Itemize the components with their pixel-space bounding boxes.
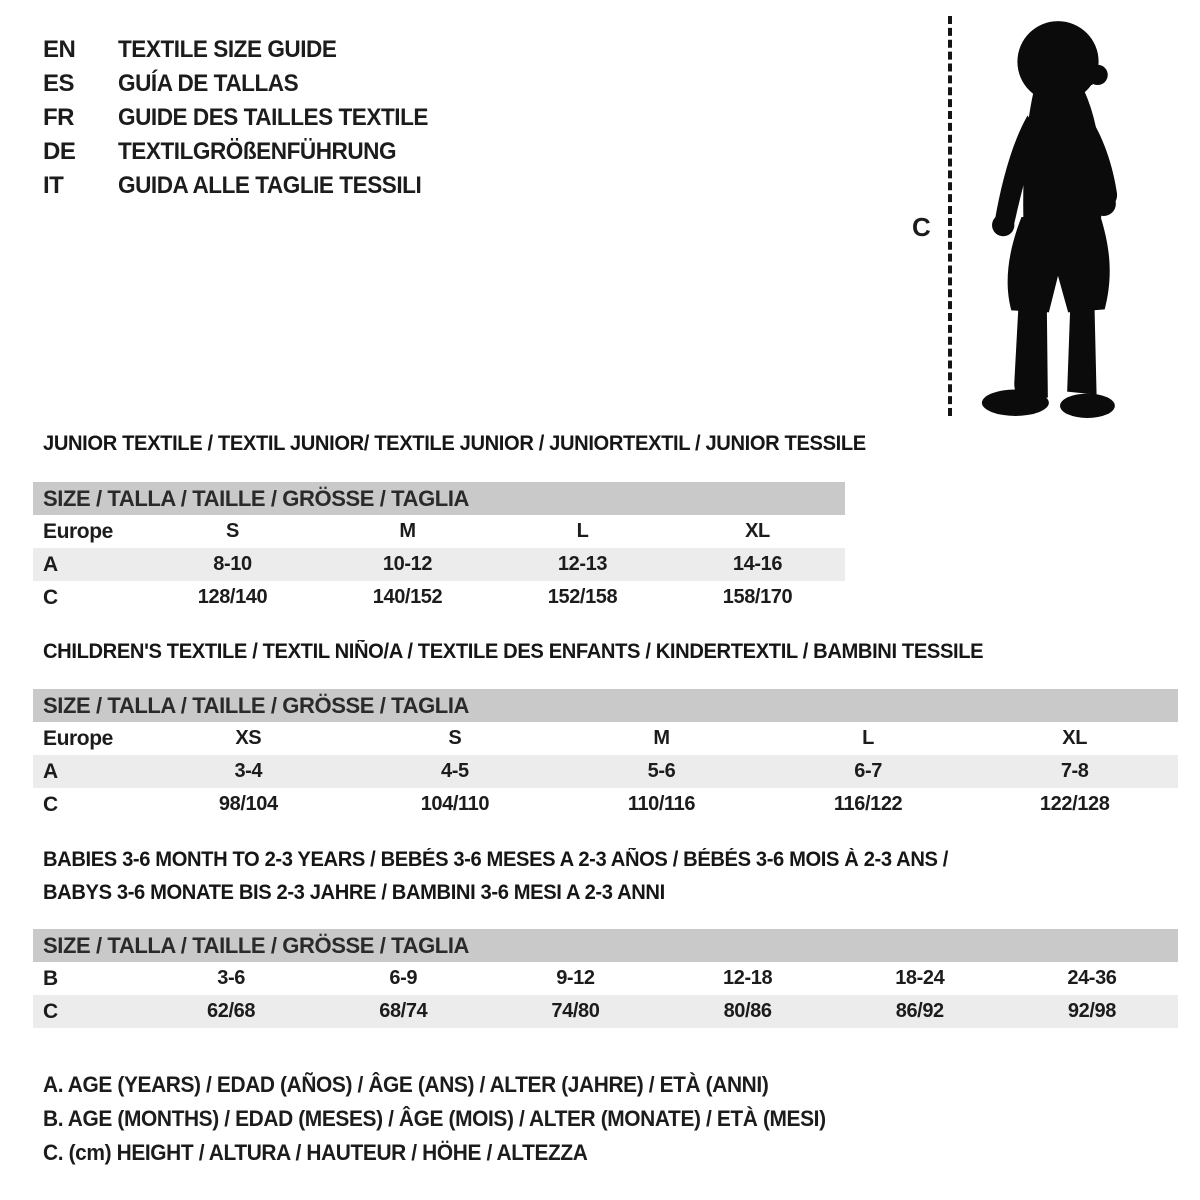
size-cell: 74/80: [551, 1000, 600, 1022]
language-code: IT: [43, 172, 64, 199]
guide-title-it: GUIDA ALLE TAGLIE TESSILI: [118, 172, 422, 199]
size-cell: XL: [745, 520, 770, 542]
row-label: C: [43, 585, 58, 609]
row-label: Europe: [43, 726, 113, 750]
size-cell: 6-7: [854, 760, 882, 782]
size-cell: 10-12: [382, 553, 433, 575]
size-cell: 86/92: [895, 1000, 944, 1022]
babies-size-table: [33, 929, 1178, 1028]
size-cell: S: [226, 520, 239, 542]
size-cell: 12-13: [557, 553, 608, 575]
size-cell: 24-36: [1067, 967, 1117, 989]
size-cell: 5-6: [647, 760, 676, 782]
babies-section-title-line2: BABYS 3-6 MONATE BIS 2-3 JAHRE / BAMBINI 3-6 MESI A 2-3 ANNI: [43, 881, 665, 904]
table-header-size: SIZE / TALLA / TAILLE / GRÖSSE / TAGLIA: [33, 689, 1178, 722]
table-header-size: SIZE / TALLA / TAILLE / GRÖSSE / TAGLIA: [33, 929, 1178, 962]
size-cell: 3-4: [234, 760, 263, 782]
babies-section-title-line1: BABIES 3-6 MONTH TO 2-3 YEARS / BEBÉS 3-6 MESES A 2-3 AÑOS / BÉBÉS 3-6 MOIS À 2-3 ANS /: [43, 848, 949, 871]
height-measure-dashed-line: [948, 16, 952, 416]
size-cell: 4-5: [441, 760, 469, 782]
children-section-title: CHILDREN'S TEXTILE / TEXTIL NIÑO/A / TEXTILE DES ENFANTS / KINDERTEXTIL / BAMBINI TESSILE: [43, 640, 984, 663]
row-label: C: [43, 792, 58, 816]
guide-title-de: TEXTILGRÖßENFÜHRUNG: [118, 138, 397, 165]
table-row-europe: [33, 515, 845, 548]
size-cell: 110/116: [627, 793, 696, 815]
language-code: EN: [43, 36, 76, 63]
size-cell: 9-12: [556, 967, 595, 989]
table-row-c: [33, 995, 1178, 1028]
legend-line-b: B. AGE (MONTHS) / EDAD (MESES) / ÂGE (MOIS) / ALTER (MONATE) / ETÀ (MESI): [43, 1106, 826, 1131]
language-code: ES: [43, 70, 75, 97]
size-cell: 14-16: [732, 553, 783, 575]
legend: [43, 1068, 867, 1170]
junior-section-title: JUNIOR TEXTILE / TEXTIL JUNIOR/ TEXTILE JUNIOR / JUNIORTEXTIL / JUNIOR TESSILE: [43, 432, 866, 455]
language-row-de: [43, 135, 448, 169]
size-cell: 98/104: [218, 793, 278, 815]
size-cell: 12-18: [723, 967, 773, 989]
size-cell: L: [862, 727, 874, 749]
row-label: A: [43, 552, 58, 576]
language-title-list: [43, 33, 448, 203]
table-row-a: [33, 548, 845, 581]
size-cell: 152/158: [547, 586, 618, 608]
size-cell: 18-24: [895, 967, 945, 989]
children-size-table: [33, 689, 1178, 821]
row-label: Europe: [43, 519, 113, 543]
language-row-it: [43, 169, 448, 203]
language-row-es: [43, 67, 448, 101]
table-row-c: [33, 788, 1178, 821]
figure-label-c: C: [912, 212, 931, 242]
size-cell: 116/122: [833, 793, 903, 815]
guide-title-en: TEXTILE SIZE GUIDE: [118, 36, 337, 63]
size-cell: S: [448, 727, 462, 749]
size-cell: 3-6: [217, 967, 245, 989]
size-cell: 122/128: [1039, 793, 1110, 815]
guide-title-es: GUÍA DE TALLAS: [118, 70, 299, 97]
table-row-a: [33, 755, 1178, 788]
legend-line-c: C. (cm) HEIGHT / ALTURA / HAUTEUR / HÖHE / ALTEZZA: [43, 1140, 588, 1165]
size-cell: L: [576, 520, 589, 542]
toddler-silhouette: [965, 14, 1150, 420]
table-row-b: [33, 962, 1178, 995]
size-cell: 80/86: [723, 1000, 772, 1022]
language-code: FR: [43, 104, 74, 131]
size-cell: 6-9: [389, 967, 418, 989]
size-cell: 140/152: [372, 586, 443, 608]
size-cell: 68/74: [379, 1000, 428, 1022]
size-cell: 104/110: [420, 793, 490, 815]
table-row-c: [33, 581, 845, 614]
size-cell: M: [399, 520, 416, 542]
junior-size-table: [33, 482, 845, 614]
row-label: C: [43, 999, 58, 1023]
table-row-europe: [33, 722, 1178, 755]
legend-line-a: A. AGE (YEARS) / EDAD (AÑOS) / ÂGE (ANS) / ALTER (JAHRE) / ETÀ (ANNI): [43, 1072, 769, 1097]
language-row-fr: [43, 101, 448, 135]
row-label: A: [43, 759, 58, 783]
size-cell: 128/140: [197, 586, 268, 608]
size-cell: 92/98: [1067, 1000, 1116, 1022]
size-cell: 62/68: [207, 1000, 256, 1022]
size-cell: XL: [1062, 727, 1088, 749]
guide-title-fr: GUIDE DES TAILLES TEXTILE: [118, 104, 428, 131]
row-label: B: [43, 966, 58, 990]
size-cell: M: [653, 727, 670, 749]
size-cell: 8-10: [213, 553, 252, 575]
size-cell: XS: [235, 727, 262, 749]
size-cell: 7-8: [1060, 760, 1089, 782]
language-code: DE: [43, 138, 76, 165]
table-header-size: SIZE / TALLA / TAILLE / GRÖSSE / TAGLIA: [33, 482, 845, 515]
language-row-en: [43, 33, 448, 67]
size-cell: 158/170: [722, 586, 793, 608]
